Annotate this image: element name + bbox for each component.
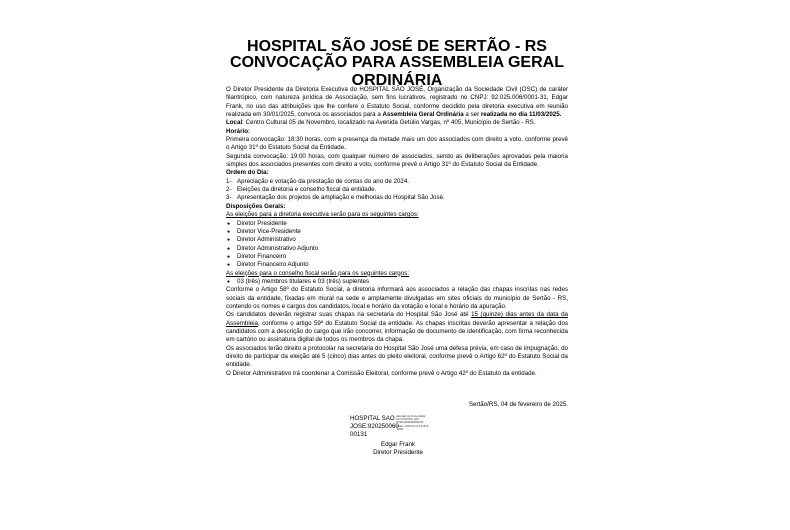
horario-second: Segunda convocação: 19:00 horas, com qualquer número de associados, sendo as deliberações aprovadas pela maioria simples dos associados presentes com direito a voto, conforme prevê o Artigo 31º do Estatuto Social da Entidade.: [226, 152, 568, 169]
list-item: ● Diretor Presidente: [226, 220, 568, 228]
list-item: ● Diretor Financeiro Adjunto: [226, 261, 568, 269]
local-label: Local: [226, 119, 243, 127]
list-item: ● Diretor Administrativo: [226, 236, 568, 244]
item-number: 3-: [226, 194, 232, 202]
exec-list: [226, 220, 568, 270]
list-item: ● Diretor Vice-Presidente: [226, 228, 568, 236]
ordem-label: Ordem do Dia: [226, 169, 267, 177]
local-paragraph: [226, 119, 568, 127]
paragraph-registro: [226, 311, 568, 344]
certificate-line: JOSE:92025006000131: [396, 421, 424, 425]
item-number: 1-: [226, 177, 232, 185]
document-date: Sertão/RS, 04 de fevereiro de 2025.: [468, 401, 568, 408]
digital-signature-block: [350, 415, 429, 439]
list-item: [226, 194, 568, 202]
certificate-line: Assinado de forma digital: [396, 415, 426, 418]
signature-name: [350, 415, 399, 439]
paragraph-chapas: Conforme o Artigo 58º do Estatuto Social, a diretoria informará aos associados a relação das chapas inscritas nas redes sociais da entidade, fixadas em mural na sede e amplamente divulgadas em sites oficiais do município de Sertão - RS, contendo os nomes e cargos dos candidatos, local e horário da votação e local e horário da apuração.: [226, 286, 568, 310]
certificate-line: Dados: 2025.02.04 14:28:01: [396, 424, 429, 428]
horario-label: Horário: [226, 127, 249, 135]
item-text: Apreciação e votação da prestação de contas do ano de 2024.: [237, 177, 409, 185]
paragraph-defesa: Os associados terão direito a protocolar na secretaria do Hospital São José uma defesa prévia, em caso de impugnação, do direito de participar da eleição até 5 (cinco) dias antes do pleito eleitoral, conforme prevê o Artigo 62º do Estatuto Social da entidade.: [226, 344, 568, 369]
item-number: 2-: [226, 186, 232, 194]
disposicoes-label-line: Disposições Gerais:: [226, 202, 286, 210]
document-title: HOSPITAL SÃO JOSÉ DE SERTÃO - RS: [247, 38, 547, 55]
exec-heading: As eleições para a diretoria executiva serão para os seguintes cargos:: [226, 211, 419, 219]
list-item: ● Diretor Administrativo Adjunto: [226, 245, 568, 253]
registro-deadline: 15 (quinze) dias antes da data da Assembleia: [226, 311, 568, 327]
ordem-label-line: Ordem do Dia:: [226, 169, 269, 177]
registro-text-a: Os candidatos deverão registrar suas chapas na secretaria do Hospital São José até: [226, 311, 472, 319]
list-item: [226, 186, 568, 194]
paragraph-comissao: O Diretor Administrativo irá coordenar a Comissão Eleitoral, conforme prevê o Artigo 42º do Estatuto da entidade.: [226, 369, 537, 377]
document-subtitle: CONVOCAÇÃO PARA ASSEMBLEIA GERAL ORDINÁRIA: [230, 54, 564, 89]
intro-paragraph: [226, 86, 568, 119]
item-text: Apresentação dos projetos de ampliação e melhorias do Hospital São José.: [237, 194, 445, 202]
signer-name: Edgar Frank: [380, 441, 416, 448]
horario-label-line: Horário:: [226, 127, 251, 135]
certificate-line: -03'00': [396, 427, 404, 431]
local-text: : Centro Cultural 05 de Novembro, localizado na Avenida Getúlio Vargas, nº 405, Município de Sertão - RS.: [242, 119, 536, 127]
signature-name-line: JOSE:920250060: [350, 423, 399, 430]
signature-certificate: [396, 415, 446, 431]
signature-name-line: HOSPITAL SAO: [350, 415, 395, 422]
signer-role: Diretor Presidente: [373, 449, 423, 457]
intro-text: O Diretor Presidente da Diretoria Executiva do HOSPITAL SÃO JOSÉ, Organização da Sociedade Civil (OSC) de caráter filantrópico, com natureza jurídica de Associação, sem fins lucrativos, registrado no CNPJ: 92.025.006/0001-31, Edgar Frank, no uso das atribuições que lhe confere o Estatuto Social, conforme decidido pela diretoria executiva em reunião realizada em 30/01/2025, convoca os associados para a: [226, 86, 568, 119]
intro-bold-date: realizada no dia 11/03/2025.: [480, 111, 562, 119]
intro-mid: a ser: [463, 111, 481, 119]
registro-text-b: , conforme o artigo 59º do Estatuto Social da entidade. As chapas inscritas deverão apresentar a relação dos candidatos com a descrição do cargo que irão concorrer, informação de documento de identificação, com firma reconhecida em cartório ou assinatura digital de todos os membros da chapa.: [226, 319, 568, 344]
document-body: [226, 86, 568, 378]
certificate-line: por HOSPITAL SAO: [396, 418, 420, 422]
disposicoes-label: Disposições Gerais: [226, 202, 284, 210]
fiscal-list: [226, 278, 568, 286]
ordem-list: [226, 178, 568, 203]
signature-name-line: 00131: [350, 431, 368, 438]
fiscal-heading: As eleições para o conselho fiscal serão para os seguintes cargos:: [226, 269, 409, 277]
signer-block: [340, 441, 456, 458]
list-item: ● Diretor Financeiro: [226, 253, 568, 261]
list-item: [226, 178, 568, 186]
item-text: Eleições da diretoria e conselho fiscal da entidade.: [237, 186, 377, 194]
horario-first: Primeira convocação: 18:30 horas, com a presença da metade mais um dos associados com direito a voto, conforme prevê o Artigo 31º do Estatuto Social da Entidade.: [226, 136, 568, 152]
intro-bold-assembly: Assembleia Geral Ordinária: [382, 111, 464, 119]
list-item: ● 03 (três) membros titulares e 03 (três) suplentes: [226, 278, 568, 286]
